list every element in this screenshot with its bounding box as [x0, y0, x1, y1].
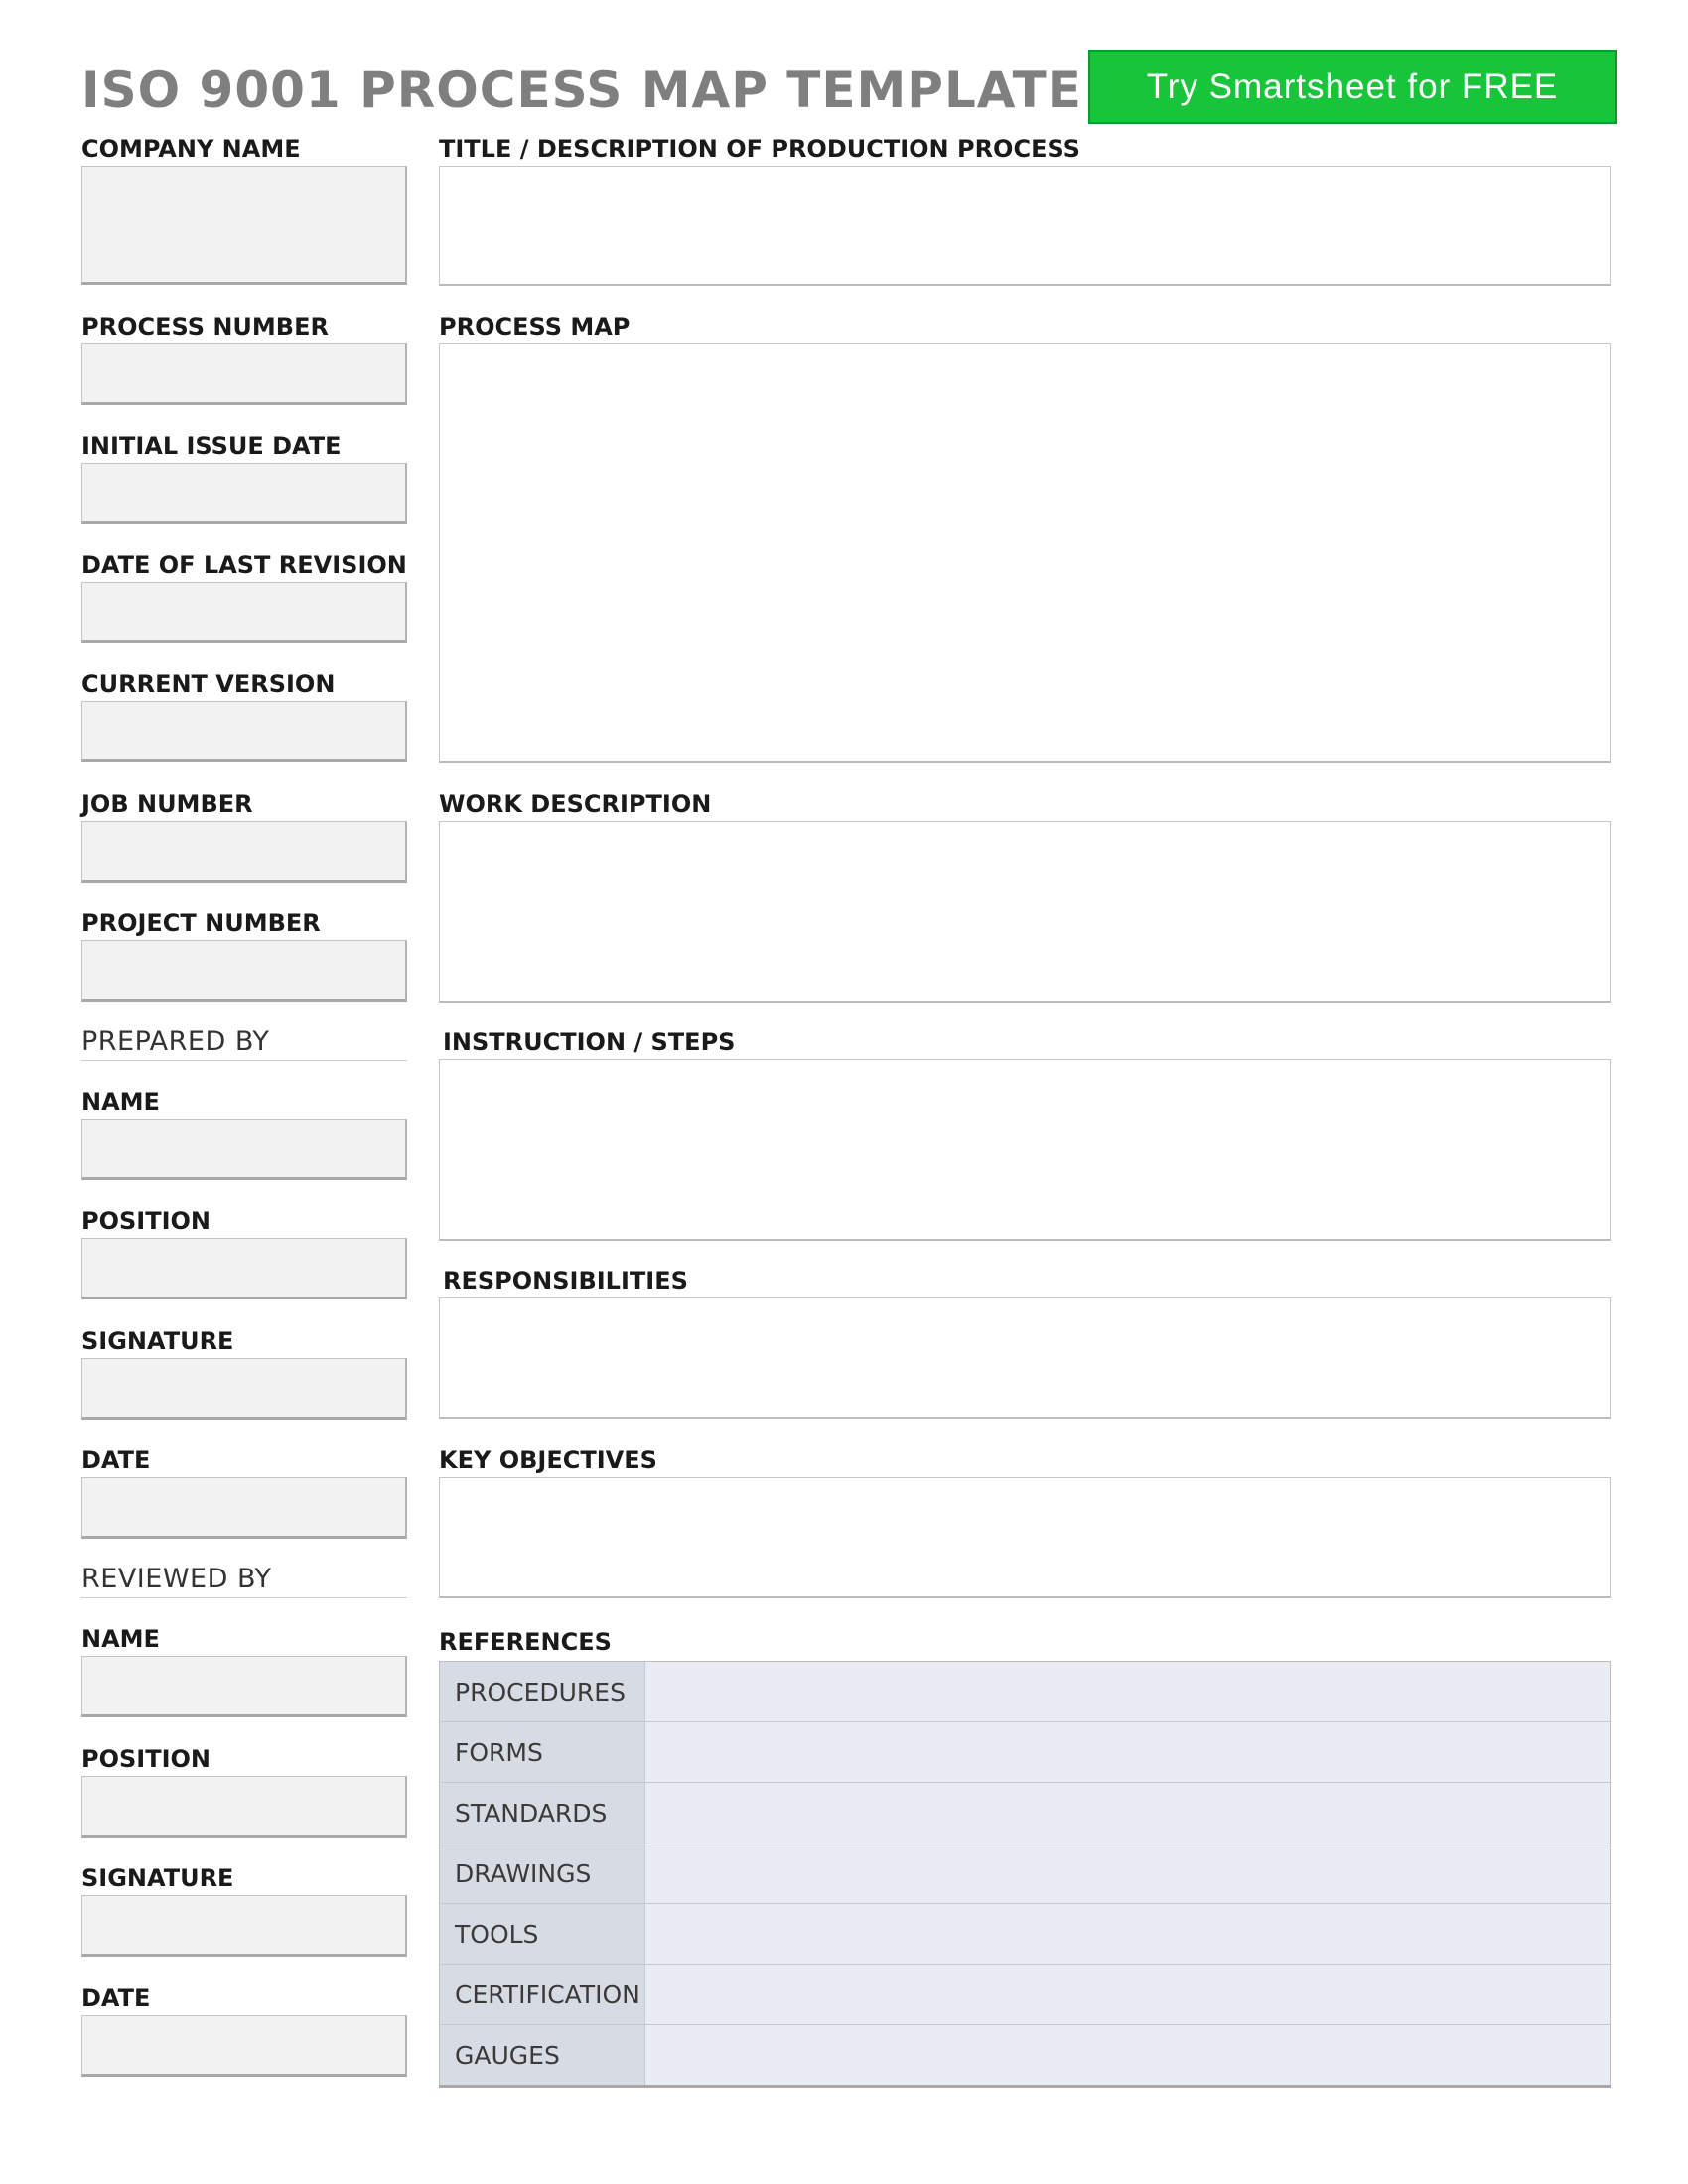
prepared-by-date-label: DATE — [81, 1446, 151, 1474]
reference-value-field[interactable] — [645, 1662, 1611, 1722]
reference-label: STANDARDS — [440, 1783, 645, 1843]
reviewed-by-signature-field[interactable] — [81, 1895, 407, 1957]
date-of-last-revision-field[interactable] — [81, 582, 407, 643]
references-label: REFERENCES — [439, 1628, 612, 1656]
reference-value-field[interactable] — [645, 2025, 1611, 2087]
prepared-by-heading: PREPARED BY — [81, 1026, 270, 1057]
company-name-label: COMPANY NAME — [81, 135, 301, 163]
initial-issue-date-field[interactable] — [81, 463, 407, 524]
instruction-steps-field[interactable] — [439, 1059, 1611, 1241]
title-description-label: TITLE / DESCRIPTION OF PRODUCTION PROCESS — [439, 135, 1080, 163]
reference-label: FORMS — [440, 1722, 645, 1783]
reviewed-by-signature-label: SIGNATURE — [81, 1864, 234, 1892]
project-number-field[interactable] — [81, 940, 407, 1002]
reference-value-field[interactable] — [645, 1904, 1611, 1965]
prepared-by-position-label: POSITION — [81, 1207, 211, 1235]
current-version-field[interactable] — [81, 701, 407, 762]
work-description-label: WORK DESCRIPTION — [439, 790, 712, 818]
process-number-label: PROCESS NUMBER — [81, 313, 329, 341]
try-smartsheet-button[interactable]: Try Smartsheet for FREE — [1088, 50, 1617, 124]
reference-label: DRAWINGS — [440, 1843, 645, 1904]
reviewed-by-heading: REVIEWED BY — [81, 1564, 272, 1594]
prepared-by-divider — [81, 1060, 407, 1061]
reviewed-by-date-field[interactable] — [81, 2015, 407, 2077]
current-version-label: CURRENT VERSION — [81, 670, 336, 698]
prepared-by-name-label: NAME — [81, 1088, 160, 1116]
project-number-label: PROJECT NUMBER — [81, 909, 321, 937]
process-map-area[interactable] — [439, 343, 1611, 763]
reference-label: TOOLS — [440, 1904, 645, 1965]
page-title: ISO 9001 PROCESS MAP TEMPLATE — [81, 62, 1082, 119]
job-number-label: JOB NUMBER — [81, 790, 253, 818]
reference-value-field[interactable] — [645, 1783, 1611, 1843]
responsibilities-field[interactable] — [439, 1297, 1611, 1419]
company-name-field[interactable] — [81, 166, 407, 285]
reference-row-gauges — [440, 2025, 1611, 2087]
prepared-by-signature-label: SIGNATURE — [81, 1327, 234, 1355]
reference-label: PROCEDURES — [440, 1662, 645, 1722]
prepared-by-date-field[interactable] — [81, 1477, 407, 1539]
instruction-steps-label: INSTRUCTION / STEPS — [443, 1028, 736, 1056]
responsibilities-label: RESPONSIBILITIES — [443, 1267, 688, 1295]
process-number-field[interactable] — [81, 343, 407, 405]
process-map-label: PROCESS MAP — [439, 313, 631, 341]
reference-value-field[interactable] — [645, 1965, 1611, 2025]
prepared-by-signature-field[interactable] — [81, 1358, 407, 1420]
key-objectives-label: KEY OBJECTIVES — [439, 1446, 657, 1474]
reference-row-tools — [440, 1904, 1611, 1965]
reference-value-field[interactable] — [645, 1722, 1611, 1783]
initial-issue-date-label: INITIAL ISSUE DATE — [81, 432, 342, 460]
date-of-last-revision-label: DATE OF LAST REVISION — [81, 551, 407, 579]
job-number-field[interactable] — [81, 821, 407, 883]
reference-row-standards — [440, 1783, 1611, 1843]
reference-row-forms — [440, 1722, 1611, 1783]
reviewed-by-date-label: DATE — [81, 1984, 151, 2012]
prepared-by-position-field[interactable] — [81, 1238, 407, 1299]
references-table — [439, 1661, 1611, 2088]
key-objectives-field[interactable] — [439, 1477, 1611, 1598]
reviewed-by-name-label: NAME — [81, 1625, 160, 1653]
reviewed-by-position-field[interactable] — [81, 1776, 407, 1838]
reviewed-by-divider — [81, 1597, 407, 1598]
reference-label: CERTIFICATION — [440, 1965, 645, 2025]
reviewed-by-name-field[interactable] — [81, 1656, 407, 1717]
work-description-field[interactable] — [439, 821, 1611, 1003]
reference-row-procedures — [440, 1662, 1611, 1722]
reference-label: GAUGES — [440, 2025, 645, 2087]
prepared-by-name-field[interactable] — [81, 1119, 407, 1180]
reference-row-certification — [440, 1965, 1611, 2025]
reference-row-drawings — [440, 1843, 1611, 1904]
reference-value-field[interactable] — [645, 1843, 1611, 1904]
title-description-field[interactable] — [439, 166, 1611, 286]
reviewed-by-position-label: POSITION — [81, 1745, 211, 1773]
